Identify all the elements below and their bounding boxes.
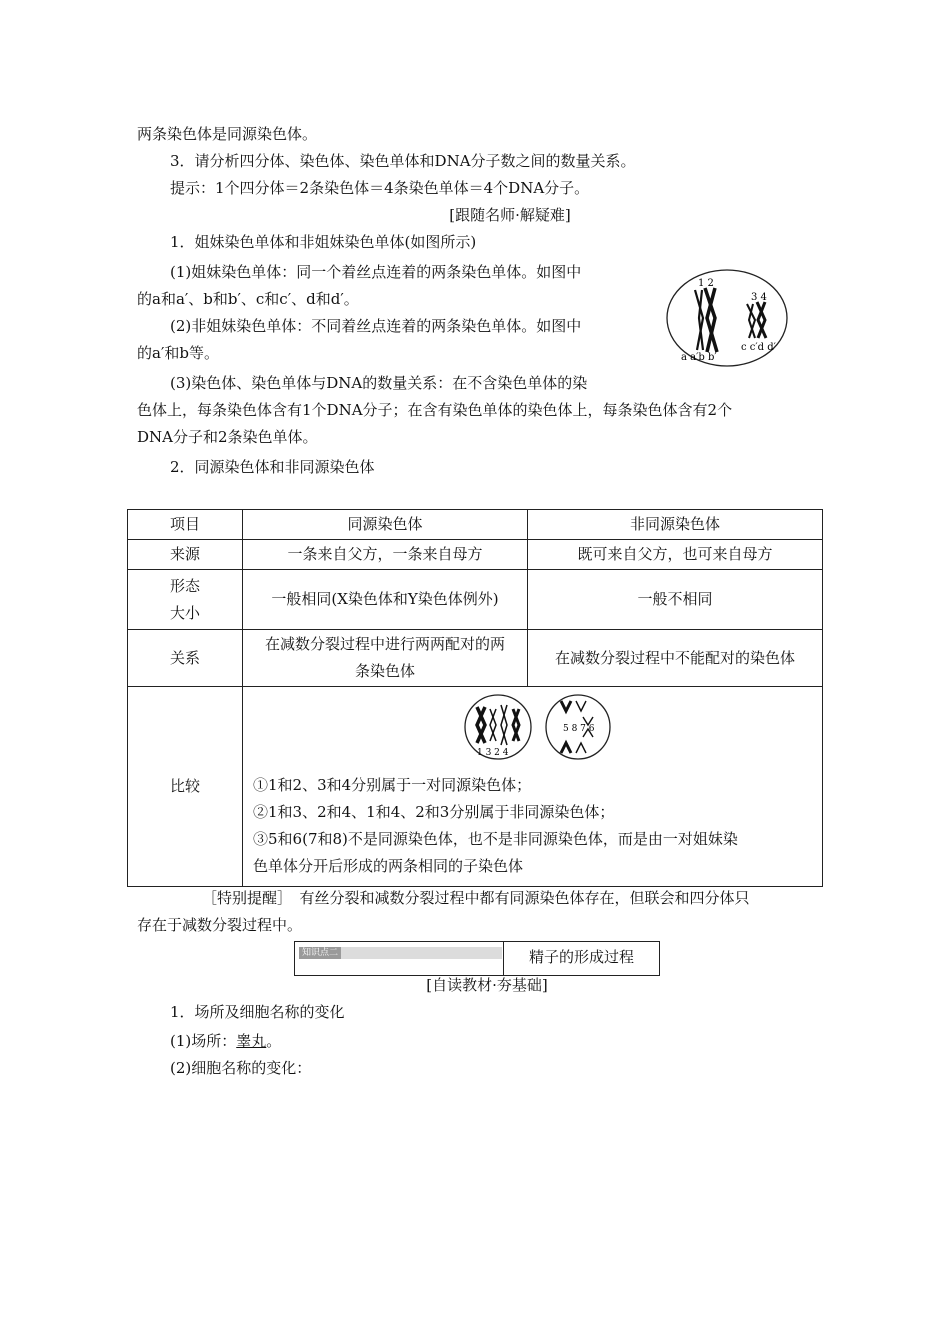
row-compare-content	[243, 687, 823, 887]
compare-point-3b: 色单体分开后形成的两条相同的子染色体	[253, 857, 524, 875]
row-source-nonhomologous: 既可来自父方，也可来自母方	[528, 540, 823, 570]
point-1-3a: (3)染色体、染色单体与DNA的数量关系：在不含染色单体的染	[170, 374, 588, 392]
fig-label-12: 1 2	[698, 278, 714, 289]
knowledge-point-tag: 知识点二	[299, 947, 502, 959]
fig-label-aabb: a a′b b′	[681, 352, 717, 363]
compare-figure-area	[253, 687, 822, 772]
section2-location	[170, 1031, 281, 1051]
point-1-1a: (1)姐妹染色单体：同一个着丝点连着的两条染色单体。如图中	[170, 263, 582, 281]
comparison-table	[127, 509, 823, 887]
header-item: 项目	[128, 510, 243, 540]
compare-point-1: ①1和2、3和4分别属于一对同源染色体；	[253, 776, 532, 794]
point-2-title: 2．同源染色体和非同源染色体	[170, 458, 375, 476]
banner-title: 精子的形成过程	[528, 948, 634, 966]
fig-left-numbers: 1 3 2 4	[477, 748, 509, 758]
section2-heading: [自读教材·夯基础]	[426, 976, 548, 994]
row-shape-label-1: 形态	[169, 576, 200, 595]
chromosome-cells-figure	[463, 687, 613, 763]
row-relation-nonhomologous: 在减数分裂过程中不能配对的染色体	[528, 630, 823, 687]
fig-label-34: 3 4	[751, 292, 767, 303]
knowledge-point-banner	[294, 941, 660, 976]
point-1-3b: 色体上，每条染色体含有1个DNA分子；在含有染色单体的染色体上，每条染色体含有2个	[137, 401, 733, 419]
compare-point-2: ②1和3、2和4、1和4、2和3分别属于非同源染色体；	[253, 803, 615, 821]
compare-point-3a: ③5和6(7和8)不是同源染色体，也不是非同源染色体，而是由一对姐妹染	[253, 830, 738, 848]
row-source-label: 来源	[128, 540, 243, 570]
point-1-2b: 的a′和b等。	[137, 344, 219, 362]
row-compare-label: 比较	[128, 687, 243, 887]
header-nonhomologous: 非同源染色体	[528, 510, 823, 540]
fig-right-numbers: 5 8 7 6	[563, 724, 595, 734]
point-1-3c: DNA分子和2条染色单体。	[137, 428, 318, 446]
fig-label-ccdd: c c′d d′	[741, 342, 776, 353]
tetrad-figure	[665, 268, 789, 368]
header-homologous: 同源染色体	[243, 510, 528, 540]
row-shape-label-2: 大小	[169, 603, 200, 622]
row-shape-label	[128, 570, 243, 630]
row-relation-homologous-1: 在减数分裂过程中进行两两配对的两	[264, 635, 505, 653]
hint-text: 提示：1个四分体＝2条染色体＝4条染色单体＝4个DNA分子。	[170, 179, 590, 197]
section2-cell-names: (2)细胞名称的变化：	[170, 1059, 312, 1077]
point-1-2a: (2)非姐妹染色单体：不同着丝点连着的两条染色单体。如图中	[170, 317, 582, 335]
section-heading: [跟随名师·解疑难]	[449, 206, 571, 224]
row-relation-label: 关系	[128, 630, 243, 687]
row-relation-homologous	[243, 630, 528, 687]
point-1-title: 1．姐妹染色单体和非姐妹染色单体(如图所示)	[170, 233, 477, 251]
location-answer: 睾丸	[236, 1032, 267, 1050]
row-shape-homologous: 一般相同(X染色体和Y染色体例外)	[243, 570, 528, 630]
row-source-homologous: 一条来自父方，一条来自母方	[243, 540, 528, 570]
section2-point-1: 1．场所及细胞名称的变化	[170, 1003, 345, 1021]
row-relation-homologous-2: 条染色体	[354, 662, 415, 680]
para-text: 两条染色体是同源染色体。	[137, 125, 318, 143]
point-1-1b: 的a和a′、b和b′、c和c′、d和d′。	[137, 290, 359, 308]
question-3: 3．请分析四分体、染色体、染色单体和DNA分子数之间的数量关系。	[170, 152, 636, 170]
special-note-1: ［特别提醒］ 有丝分裂和减数分裂过程中都有同源染色体存在，但联会和四分体只	[202, 889, 750, 907]
location-suffix: 。	[266, 1032, 282, 1050]
location-prefix: (1)场所：	[170, 1032, 237, 1050]
special-note-2: 存在于减数分裂过程中。	[137, 916, 303, 934]
row-shape-nonhomologous: 一般不相同	[528, 570, 823, 630]
